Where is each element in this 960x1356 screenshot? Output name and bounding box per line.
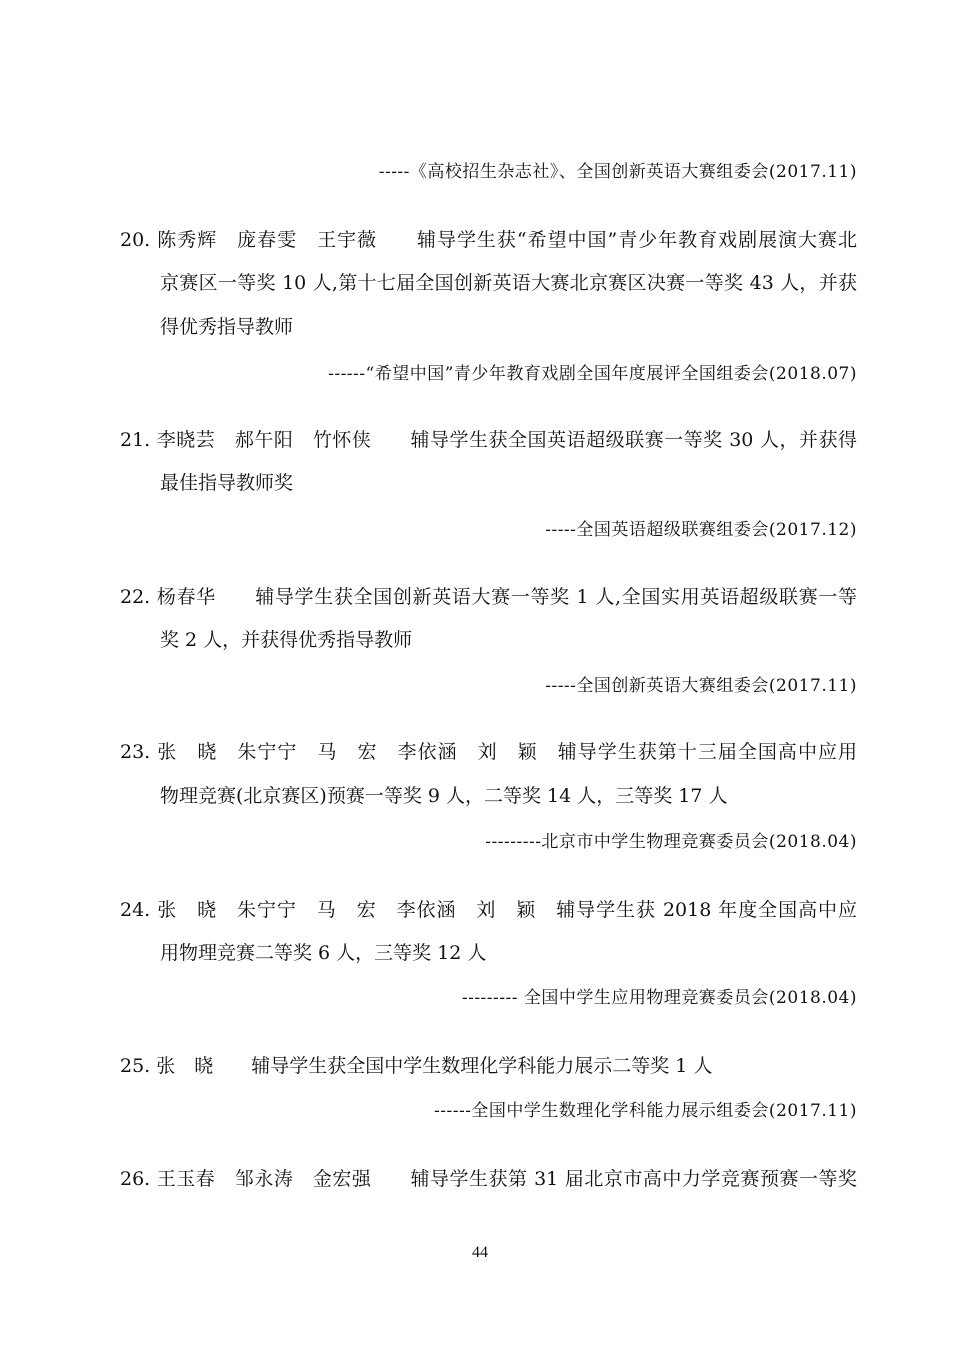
entry-25-line-1: 25. 张 晓 辅导学生获全国中学生数理化学科能力展示二等奖 1 人 <box>120 1055 713 1077</box>
entry-25-source: ------全国中学生数理化学科能力展示组委会(2017.11) <box>433 1101 857 1121</box>
entry-21-line-2: 最佳指导教师奖 <box>160 472 294 494</box>
entry-22-line-2: 奖 2 人，并获得优秀指导教师 <box>160 629 413 651</box>
entry-24-line-1: 24. 张 晓 朱宁宁 马 宏 李依涵 刘 颖 辅导学生获 2018 年度全国高中应 <box>120 899 857 921</box>
entry-20-source: ------“希望中国”青少年教育戏剧全国年度展评全国组委会(2018.07) <box>328 364 857 384</box>
entry-20-line-3: 得优秀指导教师 <box>160 316 294 338</box>
source-line-previous-entry: -----《高校招生杂志社》、全国创新英语大赛组委会(2017.11) <box>378 162 857 182</box>
entry-21-source: -----全国英语超级联赛组委会(2017.12) <box>545 520 857 540</box>
entry-23-line-1: 23. 张 晓 朱宁宁 马 宏 李依涵 刘 颖 辅导学生获第十三届全国高中应用 <box>120 741 857 763</box>
entry-20-line-1: 20. 陈秀辉 庞春雯 王宇薇 辅导学生获“希望中国”青少年教育戏剧展演大赛北 <box>120 229 857 251</box>
entry-22-line-1: 22. 杨春华 辅导学生获全国创新英语大赛一等奖 1 人,全国实用英语超级联赛一等 <box>120 586 857 608</box>
entry-21-line-1: 21. 李晓芸 郝午阳 竹怀侠 辅导学生获全国英语超级联赛一等奖 30 人，并获得 <box>120 429 857 451</box>
entry-24-source: --------- 全国中学生应用物理竞赛委员会(2018.04) <box>461 988 857 1008</box>
entry-23-line-2: 物理竞赛(北京赛区)预赛一等奖 9 人，二等奖 14 人，三等奖 17 人 <box>160 785 728 807</box>
entry-24-line-2: 用物理竞赛二等奖 6 人，三等奖 12 人 <box>160 942 487 964</box>
entry-23-source: ---------北京市中学生物理竞赛委员会(2018.04) <box>485 832 857 852</box>
page-number: 44 <box>472 1244 488 1261</box>
entry-20-line-2: 京赛区一等奖 10 人,第十七届全国创新英语大赛北京赛区决赛一等奖 43 人，并获 <box>160 272 857 294</box>
entry-26-line-1: 26. 王玉春 邹永涛 金宏强 辅导学生获第 31 届北京市高中力学竞赛预赛一等奖 <box>120 1168 857 1190</box>
entry-22-source: -----全国创新英语大赛组委会(2017.11) <box>545 676 857 696</box>
